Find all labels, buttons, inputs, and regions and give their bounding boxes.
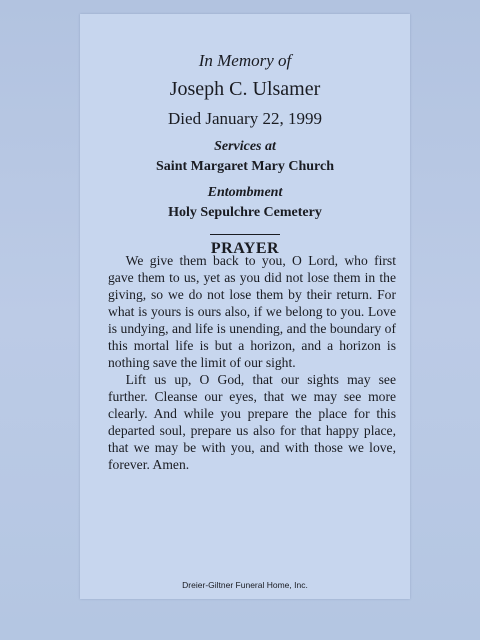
divider-rule	[210, 234, 280, 235]
date-of-death: Died January 22, 1999	[168, 109, 322, 128]
entombment-place: Holy Sepulchre Cemetery	[168, 205, 322, 220]
prayer-paragraph: We give them back to you, O Lord, who first gave them to us, yet as you did not lose them in the giving, so we do not lose them by their return. For what is yours is ours also, if we belong to you. Love is undying, and life is unending, and the boundary of this mortal life is but a horizon, and a horizon is nothing save the limit of our sight.	[108, 253, 396, 370]
prayer-text	[108, 252, 396, 473]
funeral-home-footer: Dreier-Giltner Funeral Home, Inc.	[182, 580, 308, 590]
services-place: Saint Margaret Mary Church	[156, 159, 334, 174]
in-memory-heading: In Memory of	[198, 51, 292, 70]
deceased-name: Joseph C. Ulsamer	[169, 78, 321, 100]
entombment-label: Entombment	[207, 185, 283, 200]
memorial-card	[80, 14, 410, 599]
services-label: Services at	[214, 139, 276, 154]
card-header	[80, 50, 410, 259]
prayer-paragraph: Lift us up, O God, that our sights may see further. Cleanse our eyes, that we may see more clearly. And while you prepare the place for this departed soul, prepare us also for that happy place, that we may be with you, and with those we love, forever. Amen.	[108, 372, 396, 472]
prayer-title: PRAYER	[210, 240, 280, 257]
